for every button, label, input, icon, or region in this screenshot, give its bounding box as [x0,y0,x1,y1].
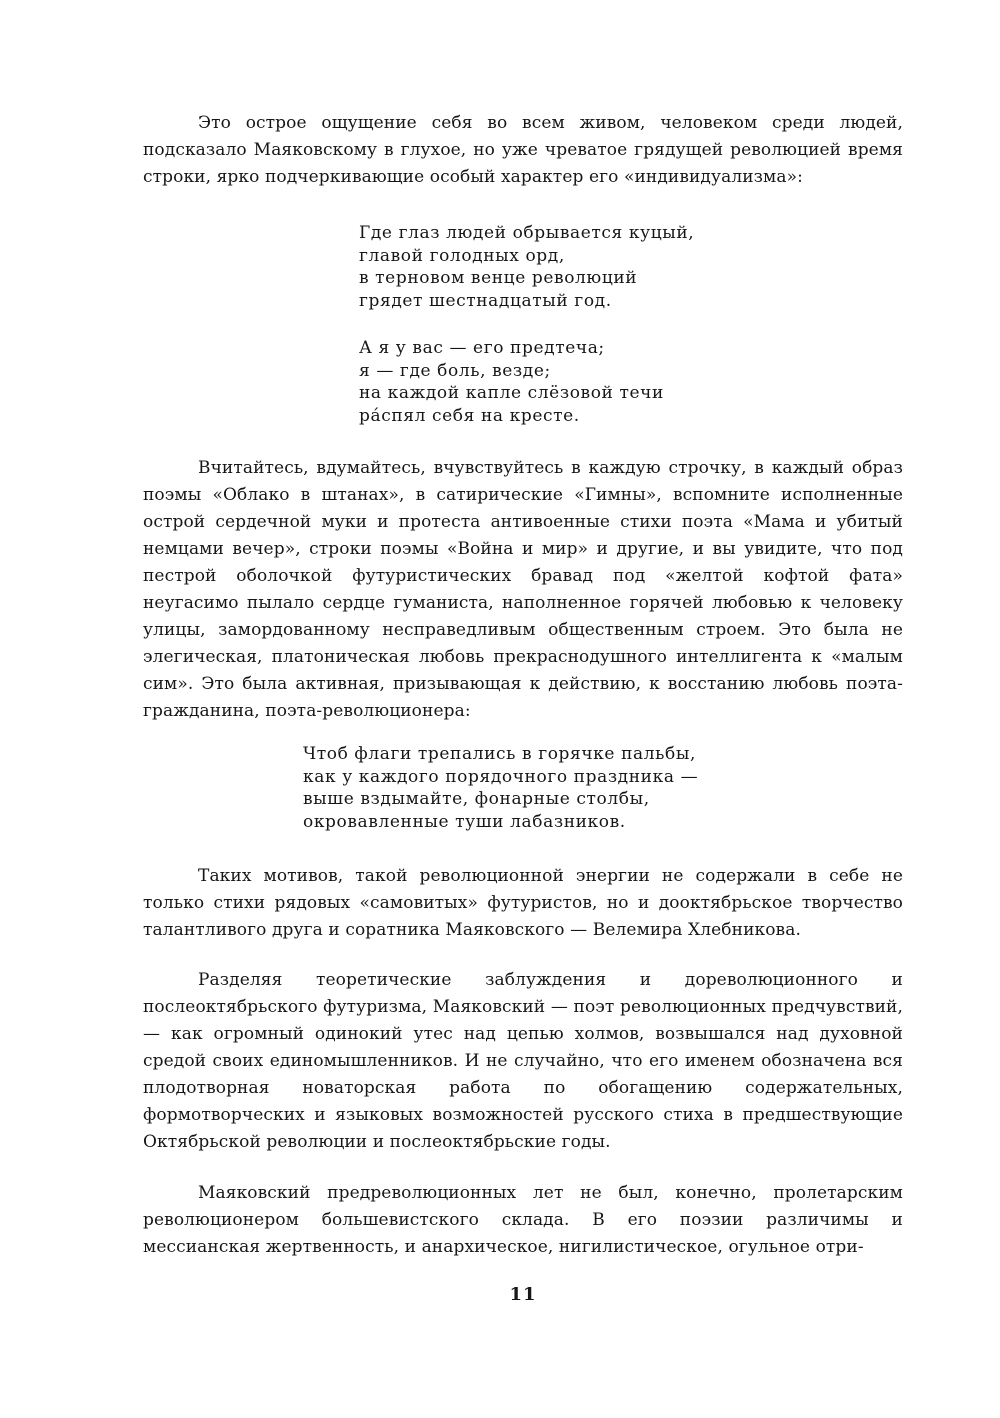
poem-line: грядет шестнадцатый год. [359,290,612,311]
paragraph-2: Вчитайтесь, вдумайтесь, вчувствуйтесь в каждую строчку, в каждый образ поэмы «Облако в штанах», в сатирические «Гимны», вспомните исполненные острой сердечной муки и протеста антивоенные стихи поэта «Мама и убитый немцами вечер», строки поэмы «Война и мир» и другие, и вы увидите, что под пестрой оболочкой футуристических бравад под «желтой кофтой фата» неугасимо пылало сердце гуманиста, наполненное горячей любовью к человеку улицы, замордованному несправедливым общественным строем. Это была не элегическая, платоническая любовь прекраснодушного интеллигента к «малым сим». Это была активная, призывающая к действию, к восстанию любовь поэта-гражданина, поэта-революционера: [143,458,903,721]
paragraph-1: Это острое ощущение себя во всем живом, человеком среди людей, подсказало Маяковскому в глухое, но уже чреватое грядущей революцией время строки, ярко подчеркивающие особый характер его «индивидуализма»: [143,113,903,187]
poem-line: ра́спял себя на кресте. [359,405,580,426]
poem-line: Где глаз людей обрывается куцый, [359,223,695,243]
poem-line: на каждой капле слёзовой течи [359,383,664,403]
poem-line: окровавленные туши лабазников. [303,811,626,832]
poem-line: как у каждого порядочного праздника — [303,766,699,787]
poem-line: А я у вас — его предтеча; [359,338,605,358]
poem-stanza-2 [359,337,664,427]
paragraph-4: Разделяя теоретические заблуждения и дореволюционного и послеоктябрьского футуризма, Маяковский — поэт революционных предчувствий, — как огромный одинокий утес над цепью холмов, возвышался над духовной средой своих единомышленников. И не случайно, что его именем обозначена вся плодотворная новаторская работа по обогащению содержательных, формотворческих и языковых возможностей русского стиха в предшествующие Октябрьской революции и послеоктябрьские годы. [143,970,903,1152]
poem-line: в терновом венце революций [359,268,638,288]
paragraph-5: Маяковский предреволюционных лет не был, конечно, пролетарским революционером большевистского склада. В его поэзии различимы и мессианская жертвенность, и анархическое, нигилистическое, огульное отри- [143,1183,903,1257]
poem-line: главой голодных орд, [359,245,565,266]
poem-line: я — где боль, везде; [359,360,551,381]
poem-stanza-1 [359,222,694,312]
paragraph-3: Таких мотивов, такой революционной энергии не содержали в себе не только стихи рядовых «самовитых» футуристов, но и дооктябрьское творчество талантливого друга и соратника Маяковского — Велемира Хлебникова. [143,866,903,940]
poem-line: выше вздымайте, фонарные столбы, [303,789,650,809]
poem-line: Чтоб флаги трепались в горячке пальбы, [303,744,696,764]
poem-stanza-3 [303,743,698,833]
page-number: 11 [509,1284,537,1305]
